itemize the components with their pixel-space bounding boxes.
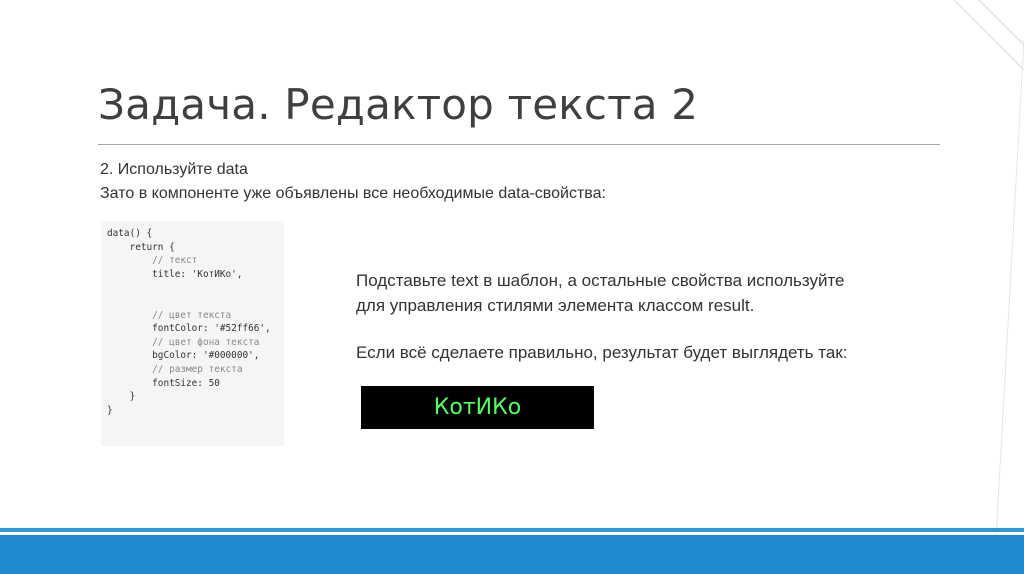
code-line: return { xyxy=(107,241,175,253)
result-preview xyxy=(361,386,594,429)
intro-line-2: Зато в компоненте уже объявлены все необходимые data-свойства: xyxy=(100,185,606,202)
instructions-line-2: для управления стилями элемента классом result. xyxy=(356,296,755,315)
code-line: // размер текста xyxy=(107,363,243,375)
code-line: fontSize: 50 xyxy=(107,377,220,389)
code-line: // цвет фона текста xyxy=(107,336,260,348)
code-line: data() { xyxy=(107,228,153,239)
footer-accent-line xyxy=(0,528,1024,532)
slide-title: Задача. Редактор текста 2 xyxy=(98,80,699,129)
footer-bar xyxy=(0,535,1024,574)
code-line: // цвет текста xyxy=(107,309,232,321)
code-line xyxy=(107,295,284,309)
instructions-line-1: Подставьте text в шаблон, а остальные свойства используйте xyxy=(356,271,845,290)
intro-line-1: 2. Используйте data xyxy=(100,161,248,178)
instructions-text xyxy=(356,268,847,365)
code-line: title: 'КотИКо', xyxy=(107,268,243,280)
corner-decoration xyxy=(934,0,1024,574)
result-preview-text: КотИКо xyxy=(433,395,522,420)
code-line: // текст xyxy=(107,255,198,267)
instructions-line-3: Если всё сделаете правильно, результат будет выглядеть так: xyxy=(356,343,848,362)
code-block xyxy=(101,221,284,446)
code-line: fontColor: '#52ff66', xyxy=(107,323,271,335)
code-line: } xyxy=(107,404,113,416)
title-divider xyxy=(98,144,940,145)
intro-text xyxy=(100,158,606,206)
code-line: } xyxy=(107,391,136,403)
code-line xyxy=(107,281,284,295)
code-line: bgColor: '#000000', xyxy=(107,350,260,362)
